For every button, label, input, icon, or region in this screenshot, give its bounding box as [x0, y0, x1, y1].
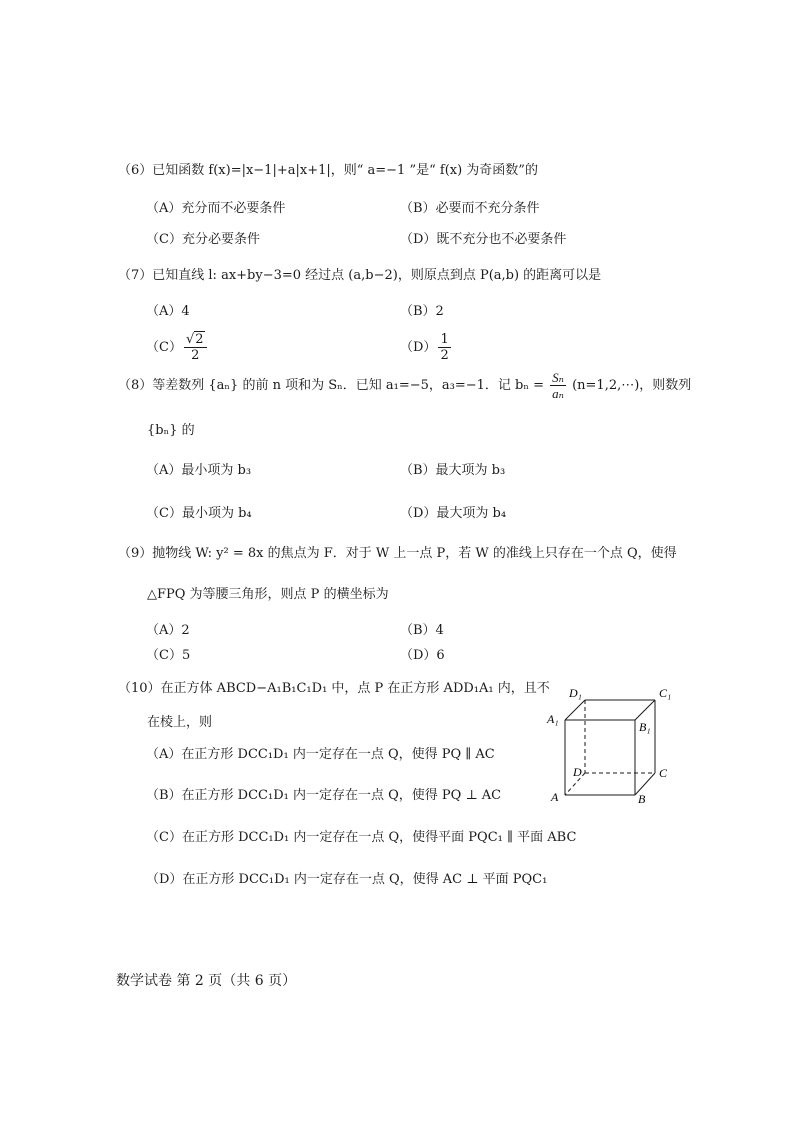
q9-option-c: （C）5	[146, 648, 191, 663]
q6-stem: （6）已知函数 f(x)=|x−1|+a|x+1|，则“ a=−1 ”是“ f(x) 为奇函数”的	[118, 163, 538, 178]
label-a1: A₁	[547, 712, 559, 726]
q7-option-c	[146, 332, 209, 363]
q7-option-b: （B）2	[400, 304, 444, 319]
q8-stem-pre: （8）等差数列 {aₙ} 的前 n 项和为 Sₙ．已知 a₁=−5，a₃=−1．记 bₙ =	[118, 378, 545, 393]
q7-option-d-denominator: 2	[440, 348, 449, 363]
q10-option-d: （D）在正方形 DCC₁D₁ 内一定存在一点 Q，使得 AC ⊥ 平面 PQC₁	[146, 872, 548, 887]
q8-option-b: （B）最大项为 b₃	[400, 463, 506, 478]
q8-stem-post: (n=1,2,⋯)，则数列	[572, 378, 692, 393]
label-c: C	[659, 766, 668, 780]
edge-a1d1	[565, 700, 585, 720]
q7-option-a: （A）4	[146, 304, 190, 319]
edge-c1b1	[635, 700, 655, 720]
q7-option-c-fraction	[184, 332, 207, 363]
q10-stem: （10）在正方体 ABCD−A₁B₁C₁D₁ 中，点 P 在正方形 ADD₁A₁ 内，且不	[118, 681, 550, 696]
q9-option-d: （D）6	[400, 648, 445, 663]
q9-option-a: （A）2	[146, 623, 190, 638]
sqrt-symbol: √2	[185, 332, 204, 347]
q7-option-c-label: （C）	[146, 340, 182, 355]
q8-stem-line2: {bₙ} 的	[147, 423, 195, 438]
q10-option-b: （B）在正方形 DCC₁D₁ 内一定存在一点 Q，使得 PQ ⊥ AC	[146, 788, 502, 803]
q8-option-a: （A）最小项为 b₃	[146, 463, 252, 478]
q6-option-d: （D）既不充分也不必要条件	[400, 232, 567, 247]
q8-fraction	[550, 370, 566, 401]
label-d: D	[573, 765, 582, 779]
label-b: B	[638, 792, 646, 806]
q7-option-d	[400, 332, 453, 363]
q7-option-c-numerator: 2	[195, 332, 204, 347]
page-footer: 数学试卷 第 2 页（共 6 页）	[116, 973, 297, 989]
cube-figure	[535, 685, 685, 810]
q8-option-c: （C）最小项为 b₄	[146, 506, 252, 521]
q8-option-d: （D）最大项为 b₄	[400, 506, 507, 521]
label-c1: C₁	[659, 686, 672, 700]
q8-frac-denominator: aₙ	[552, 386, 564, 401]
q7-option-d-numerator: 1	[440, 332, 449, 347]
q7-option-d-label: （D）	[400, 340, 437, 355]
label-b1: B₁	[639, 720, 651, 734]
q10-option-c: （C）在正方形 DCC₁D₁ 内一定存在一点 Q，使得平面 PQC₁ ∥ 平面 ABC	[146, 830, 577, 845]
label-a: A	[551, 790, 559, 804]
q7-stem: （7）已知直线 l: ax+by−3=0 经过点 (a,b−2)，则原点到点 P(a,b) 的距离可以是	[118, 268, 602, 283]
q10-option-a: （A）在正方形 DCC₁D₁ 内一定存在一点 Q，使得 PQ ∥ AC	[146, 747, 495, 762]
q8-frac-numerator: Sₙ	[552, 370, 564, 385]
q6-option-c: （C）充分必要条件	[146, 232, 260, 247]
q8-stem	[118, 370, 691, 401]
q10-stem-line2: 在棱上，则	[147, 715, 213, 730]
q6-option-b: （B）必要而不充分条件	[400, 201, 540, 216]
q7-option-c-denominator: 2	[191, 348, 200, 363]
q7-option-d-fraction	[438, 332, 450, 363]
label-d1: D₁	[569, 686, 582, 700]
q9-option-b: （B）4	[400, 623, 444, 638]
q9-stem-line2: △FPQ 为等腰三角形，则点 P 的横坐标为	[147, 587, 389, 602]
q6-option-a: （A）充分而不必要条件	[146, 201, 286, 216]
q9-stem: （9）抛物线 W: y² = 8x 的焦点为 F．对于 W 上一点 P，若 W 的准线上只存在一个点 Q，使得	[118, 546, 677, 561]
